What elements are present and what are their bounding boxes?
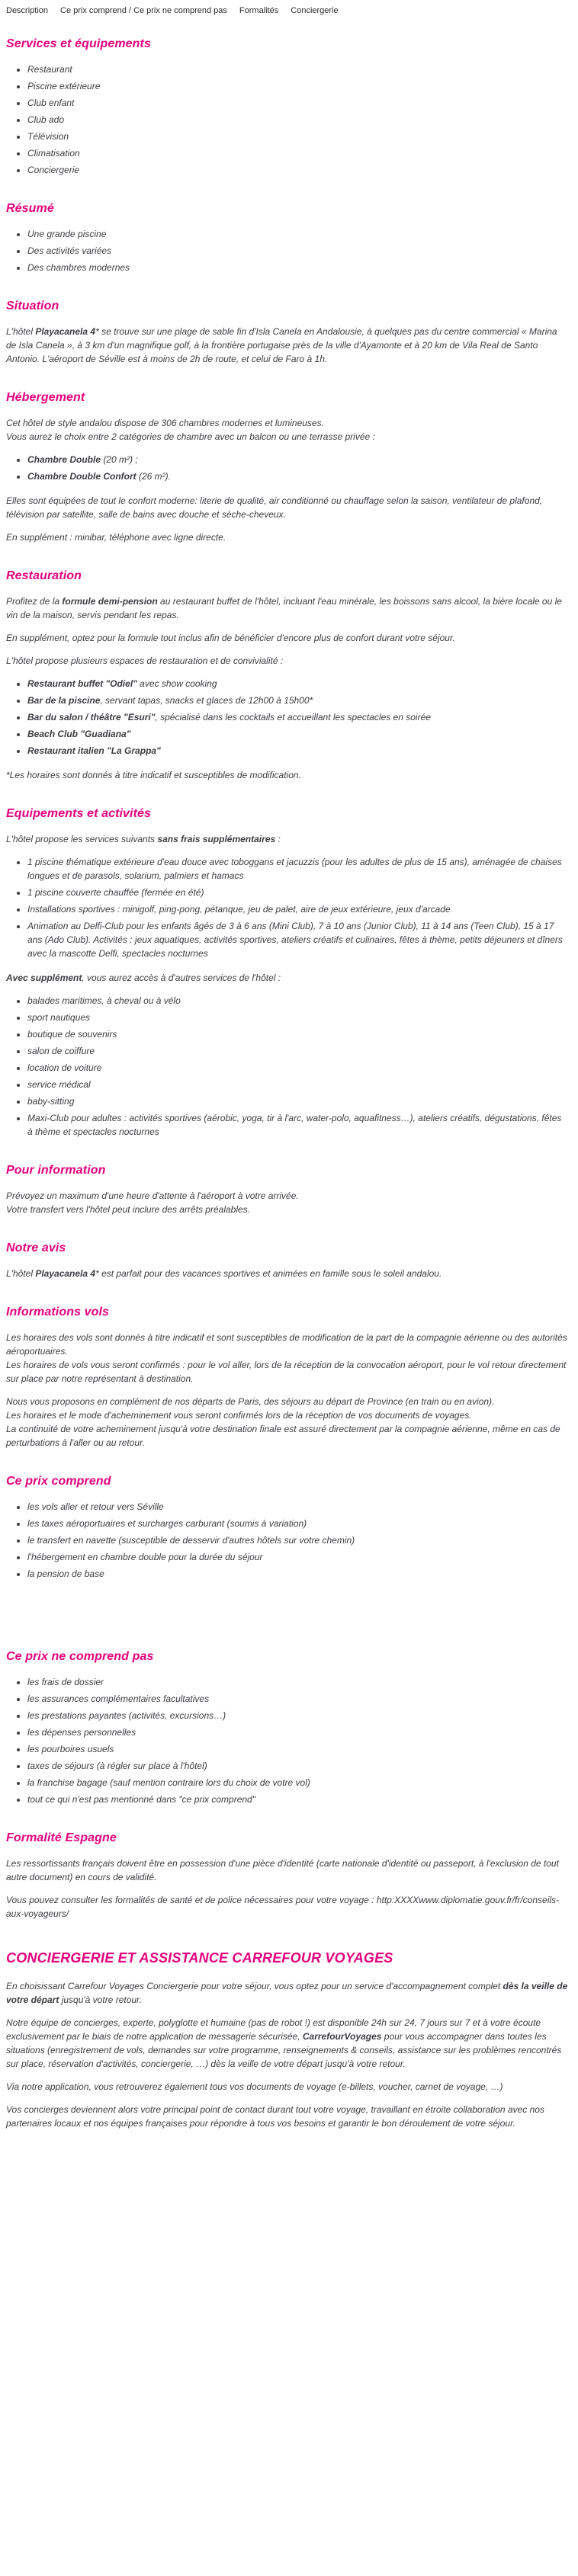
list-item: • les vols aller et retour vers Séville	[27, 1500, 569, 1514]
list-item: • Conciergerie	[27, 163, 569, 177]
bullet-list	[6, 62, 569, 177]
paragraph: Nous vous proposons en complément de nos départs de Paris, des séjours au départ de Province (en train ou en avion). Les horaires et le mode d'acheminement vous seront confirmés lors de la réception de vos documents de voyages. La continuité de votre acheminement jusqu'à votre destination finale est assuré directement par la compagnie aérienne, même en cas de perturbations à l'aller ou au retour.	[6, 1396, 560, 1448]
list-item: • Installations sportives : minigolf, ping-pong, pétanque, jeu de palet, aire de jeux extérieure, jeux d'arcade	[27, 902, 569, 916]
list-item: • service médical	[27, 1078, 569, 1091]
list-item: • salon de coiffure	[27, 1044, 569, 1058]
paragraph: L'hôtel Playacanela 4* est parfait pour des vacances sportives et animées en famille sous le soleil andalou.	[6, 1268, 442, 1279]
list-item: • le transfert en navette (susceptible de desservir d'autres hôtels sur votre chemin)	[27, 1533, 569, 1547]
list-item: • Une grande piscine	[27, 227, 569, 241]
tab-price-includes-excludes[interactable]: Ce prix comprend / Ce prix ne comprend pas	[60, 6, 227, 15]
list-item: • les assurances complémentaires facultatives	[27, 1692, 569, 1706]
paragraph: Prévoyez un maximum d'une heure d'attente à l'aéroport à votre arrivée. Votre transfert vers l'hôtel peut inclure des arrêts préalables.	[6, 1190, 299, 1215]
bullet-list	[6, 453, 569, 483]
list-item: • les taxes aéroportuaires et surcharges carburant (soumis à variation)	[27, 1517, 569, 1530]
section-heading: Hébergement	[6, 391, 85, 404]
list-item: • baby-sitting	[27, 1094, 569, 1108]
paragraph: Avec supplément, vous aurez accès à d'autres services de l'hôtel :	[6, 972, 281, 983]
paragraph: Elles sont équipées de tout le confort moderne: literie de qualité, air conditionné ou chauffage selon la saison, ventilateur de plafond, télévision par satellite, salle de bains avec douche et sèche-cheveux.	[6, 495, 543, 520]
section-heading: Restauration	[6, 569, 82, 582]
list-item: • l'hébergement en chambre double pour la durée du séjour	[27, 1550, 569, 1564]
paragraph: L'hôtel Playacanela 4* se trouve sur une plage de sable fin d'Isla Canela en Andalousie, à quelques pas du centre commercial « Marina de Isla Canela », à 3 km d'un magnifique golf, à la frontière portugaise près de la ville d'Ayamonte et à 20 km de Vila Real de Santo Antonio. L'aéroport de Séville est à moins de 2h de route, et celui de Faro à 1h.	[6, 326, 557, 364]
paragraph: Vos concierges deviennent alors votre principal point de contact durant tout votre voyage, travaillant en étroite collaboration avec nos partenaires locaux et nos équipes françaises pour répondre à tous vos besoins et garantir le bon déroulement de votre séjour.	[6, 2104, 544, 2129]
section-heading: Résumé	[6, 202, 54, 215]
paragraph: Profitez de la formule demi-pension au restaurant buffet de l'hôtel, incluant l'eau minérale, les boissons sans alcool, la bière locale ou le vin de la maison, servis pendant les repas.	[6, 596, 562, 620]
section-heading: Informations vols	[6, 1306, 110, 1318]
paragraph: En choisissant Carrefour Voyages Conciergerie pour votre séjour, vous optez pour un service d'accompagnement complet dès la veille de votre départ jusqu'à votre retour.	[6, 1981, 568, 2005]
list-item: • Climatisation	[27, 146, 569, 160]
paragraph: L'hôtel propose plusieurs espaces de restauration et de convivialité :	[6, 655, 284, 666]
section-heading: Services et équipements	[6, 37, 151, 50]
conciergerie-heading: CONCIERGERIE ET ASSISTANCE CARREFOUR VOYAGES	[6, 1950, 393, 1966]
list-item: • Des chambres modernes	[27, 261, 569, 274]
list-item: • Télévision	[27, 130, 569, 143]
list-item: • la pension de base	[27, 1567, 569, 1581]
bullet-list	[6, 227, 569, 274]
list-item: • Restaurant	[27, 62, 569, 76]
list-item: • les frais de dossier	[27, 1675, 569, 1689]
paragraph: En supplément : minibar, téléphone avec ligne directe.	[6, 532, 226, 543]
list-item: • Maxi-Club pour adultes : activités sportives (aérobic, yoga, tir à l'arc, water-polo, aquafitness…), ateliers créatifs, dégustations, fêtes à thème et spectacles nocturnes	[27, 1111, 569, 1139]
list-item: • 1 piscine thématique extérieure d'eau douce avec toboggans et jacuzzis (pour les adultes de plus de 15 ans), aménagée de chaises longues et de parasols, solarium, palmiers et hamacs	[27, 855, 569, 883]
tab-bar	[6, 5, 569, 18]
paragraph: L'hôtel propose les services suivants sans frais supplémentaires :	[6, 834, 281, 844]
list-item: • Chambre Double (20 m²) ;	[27, 453, 569, 466]
list-item: • Restaurant italien "La Grappa"	[27, 744, 569, 758]
list-item: • boutique de souvenirs	[27, 1027, 569, 1041]
list-item: • Chambre Double Confort (26 m²).	[27, 469, 569, 483]
list-item: • Des activités variées	[27, 244, 569, 258]
paragraph: Cet hôtel de style andalou dispose de 306 chambres modernes et lumineuses. Vous aurez le choix entre 2 catégories de chambre avec un balcon ou une terrasse privée :	[6, 418, 375, 442]
section-heading: Situation	[6, 300, 59, 312]
bullet-list	[6, 994, 569, 1139]
section-heading: Ce prix comprend	[6, 1475, 111, 1488]
section-spacer	[6, 1591, 569, 1625]
list-item: • Bar de la piscine, servant tapas, snacks et glaces de 12h00 à 15h00*	[27, 694, 569, 707]
list-item: • Bar du salon / théâtre "Esuri", spécialisé dans les cocktails et accueillant les spectacles en soirée	[27, 710, 569, 724]
section-heading: Equipements et activités	[6, 807, 152, 820]
list-item: • les dépenses personnelles	[27, 1725, 569, 1739]
section-heading: Ce prix ne comprend pas	[6, 1650, 154, 1663]
list-item: • les pourboires usuels	[27, 1742, 569, 1756]
paragraph: Vous pouvez consulter les formalités de santé et de police nécessaires pour votre voyage : http:XXXXwww.diplomatie.gouv.fr/fr/conseils-aux-voyageurs/	[6, 1895, 560, 1919]
paragraph: Les horaires des vols sont donnés à titre indicatif et sont susceptibles de modification de la part de la compagnie aérienne ou des autorités aéroportuaires. Les horaires de vols vous seront confirmés : pour le vol aller, lors de la réception de la convocation aéroport, pour le vol retour directement sur place par notre représentant à destination.	[6, 1332, 567, 1384]
list-item: • Club ado	[27, 113, 569, 127]
list-item: • Club enfant	[27, 96, 569, 110]
section-heading: Pour information	[6, 1164, 106, 1177]
bullet-list	[6, 677, 569, 758]
tab-description[interactable]: Description	[6, 6, 49, 15]
bullet-list	[6, 855, 569, 960]
list-item: • location de voiture	[27, 1061, 569, 1075]
paragraph: Notre équipe de concierges, experte, polyglotte et humaine (pas de robot !) est disponible 24h sur 24, 7 jours sur 7 et à votre écoute exclusivement par le biais de notre application de messagerie sécurisée, CarrefourVoyages pour vous accompagner dans toutes les situations (enregistrement de vols, demandes sur votre programme, renseignements & conseils, assistance sur les problèmes rencontrés sur place, réservation d'activités, conciergerie, …) dès la veille de votre départ jusqu'à votre retour.	[6, 2017, 562, 2069]
list-item: • balades maritimes, à cheval ou à vélo	[27, 994, 569, 1008]
list-item: • tout ce qui n'est pas mentionné dans "ce prix comprend"	[27, 1793, 569, 1806]
list-item: • Piscine extérieure	[27, 79, 569, 93]
paragraph: *Les horaires sont donnés à titre indicatif et susceptibles de modification.	[6, 770, 301, 780]
tab-formalities[interactable]: Formalités	[239, 6, 279, 15]
tab-concierge[interactable]: Conciergerie	[291, 6, 339, 15]
list-item: • Restaurant buffet "Odiel" avec show cooking	[27, 677, 569, 690]
content	[6, 35, 569, 2130]
list-item: • sport nautiques	[27, 1011, 569, 1024]
list-item: • les prestations payantes (activités, excursions…)	[27, 1709, 569, 1722]
list-item: • 1 piscine couverte chauffée (fermée en été)	[27, 886, 569, 899]
paragraph: En supplément, optez pour la formule tout inclus afin de bénéficier d'encore plus de confort durant votre séjour.	[6, 633, 455, 643]
section-heading: Formalité Espagne	[6, 1831, 117, 1844]
bullet-list	[6, 1675, 569, 1806]
bullet-list	[6, 1500, 569, 1581]
paragraph: Les ressortissants français doivent être en possession d'une pièce d'identité (carte nationale d'identité ou passeport, à l'exclusion de tout autre document) en cours de validité.	[6, 1858, 559, 1882]
list-item: • Animation au Delfi-Club pour les enfants âgés de 3 à 6 ans (Mini Club), 7 à 10 ans (Junior Club), 11 à 14 ans (Teen Club), 15 à 17 ans (Ado Club). Activités : jeux aquatiques, activités sportives, ateliers créatifs et culinaires, fêtes à thème, petits déjeuners et dîners avec la mascotte Delfi, spectacles nocturnes	[27, 919, 569, 960]
list-item: • la franchise bagage (sauf mention contraire lors du choix de votre vol)	[27, 1776, 569, 1789]
paragraph: Via notre application, vous retrouverez également tous vos documents de voyage (e-billets, voucher, carnet de voyage, …)	[6, 2081, 503, 2092]
section-heading: Notre avis	[6, 1242, 66, 1254]
list-item: • taxes de séjours (à régler sur place à l'hôtel)	[27, 1759, 569, 1773]
list-item: • Beach Club "Guadiana"	[27, 727, 569, 741]
